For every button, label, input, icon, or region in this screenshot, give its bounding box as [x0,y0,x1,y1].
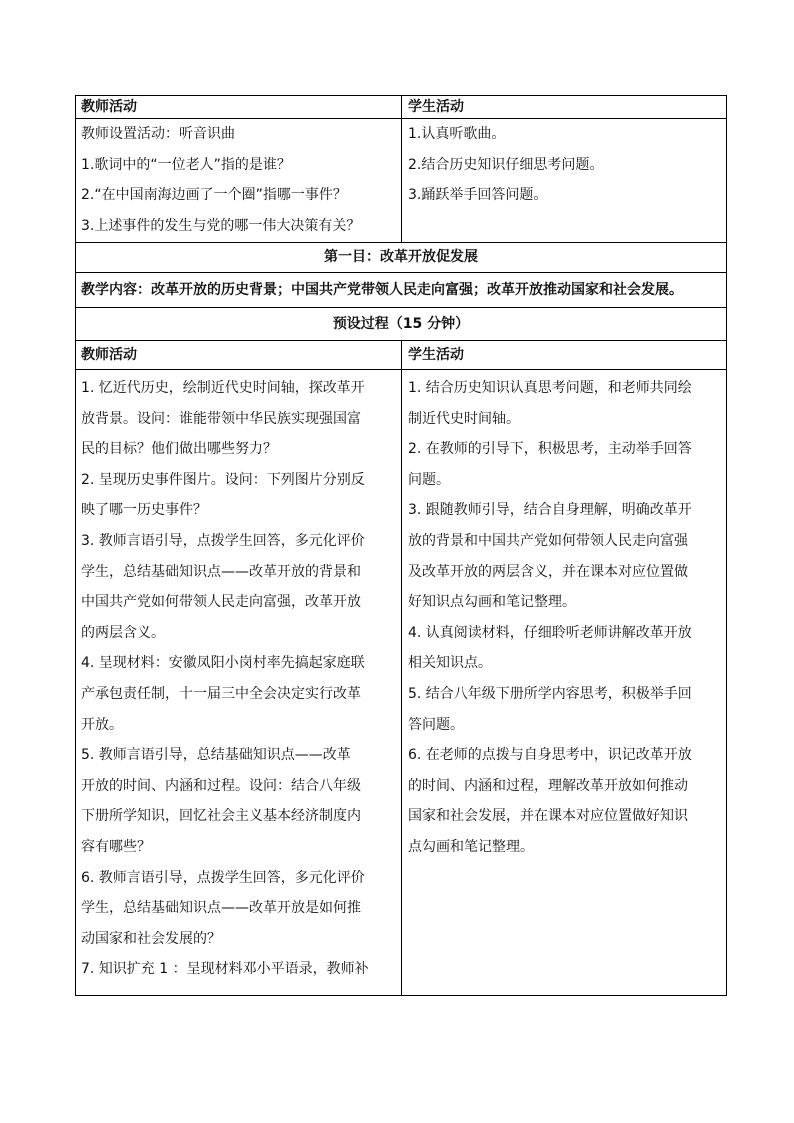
text-line: 国家和社会发展，并在课本对应位置做好知识 [408,808,688,825]
header-teacher [81,95,399,119]
text-line: 容有哪些？ [81,838,151,855]
text-line: 2. 呈现历史事件图片。设问：下列图片分别反 [81,471,365,488]
text-line: 3.上述事件的发生与党的哪一伟大决策有关？ [81,217,361,234]
column-divider [401,340,402,996]
text-line: 6. 教师言语引导，点拨学生回答，多元化评价 [81,869,365,886]
text-line: 2.“在中国南海边画了一个圈”指哪一事件？ [81,187,347,204]
text-line: 4. 呈现材料：安徽凤阳小岗村率先搞起家庭联 [81,655,365,672]
text-line: 1.歌词中的“一位老人”指的是谁？ [81,156,291,173]
teaching-content-text: 教学内容：改革开放的历史背景；中国共产党带领人民走向富强；改革开放推动国家和社会发展。 [81,282,683,298]
header2-student-label: 学生活动 [408,347,464,363]
process-title-text: 预设过程（15 分钟） [332,316,470,332]
text-line: 1.认真听歌曲。 [408,126,506,142]
text-line: 点勾画和笔记整理。 [408,838,534,855]
text-line: 相关知识点。 [408,655,492,672]
lesson-table [75,95,727,996]
text-line: 的两层含义。 [81,624,165,641]
intro-teacher-cell [81,119,399,241]
text-line: 放背景。设问：谁能带领中华民族实现强国富 [81,410,361,427]
text-line: 民的目标？他们做出哪些努力？ [81,441,277,458]
text-line: 制近代史时间轴。 [408,410,520,427]
process-student-cell [408,373,724,863]
text-line: 4. 认真阅读材料，仔细聆听老师讲解改革开放 [408,624,692,641]
process-teacher-cell [81,373,399,985]
column-divider [401,95,402,243]
text-line: 3. 跟随教师引导，结合自身理解，明确改革开 [408,502,692,519]
text-line: 7. 知识扩充 1 ：呈现材料邓小平语录，教师补 [81,961,369,978]
text-line: 3. 教师言语引导，点拨学生回答，多元化评价 [81,532,365,549]
text-line: 学生，总结基础知识点——改革开放是如何推 [81,900,361,917]
section-title-text: 第一目：改革开放促发展 [324,249,478,265]
text-line: 5. 教师言语引导，总结基础知识点——改革 [81,747,351,764]
text-line: 中国共产党如何带领人民走向富强，改革开放 [81,594,361,611]
text-line: 答问题。 [408,716,464,733]
header2-teacher-label: 教师活动 [81,347,137,363]
text-line: 开放的时间、内涵和过程。设问：结合八年级 [81,777,361,794]
header-student [408,95,724,119]
text-line: 产承包责任制，十一届三中全会决定实行改革 [81,685,361,702]
text-line: 放的背景和中国共产党如何带领人民走向富强 [408,532,688,549]
text-line: 3.踊跃举手回答问题。 [408,187,548,204]
text-line: 下册所学知识，回忆社会主义基本经济制度内 [81,808,361,825]
text-line: 2.结合历史知识仔细思考问题。 [408,156,604,173]
section-title [75,245,727,269]
row-divider [75,272,727,273]
header-teacher-label: 教师活动 [81,99,137,115]
text-line: 教师设置活动：听音识曲 [81,126,235,142]
text-line: 开放。 [81,716,123,733]
table-border-right [726,95,727,996]
header2-student [408,343,724,367]
text-line: 映了哪一历史事件？ [81,502,207,519]
text-line: 及改革开放的两层含义，并在课本对应位置做 [408,563,688,580]
text-line: 1. 忆近代历史，绘制近代史时间轴，探改革开 [81,380,365,396]
teaching-content [81,278,725,302]
header-student-label: 学生活动 [408,99,464,115]
text-line: 2. 在教师的引导下，积极思考，主动举手回答 [408,441,692,458]
text-line: 6. 在老师的点拨与自身思考中，识记改革开放 [408,747,692,764]
intro-student-cell [408,119,724,211]
table-border-left [75,95,76,996]
text-line: 动国家和社会发展的？ [81,930,221,947]
text-line: 好知识点勾画和笔记整理。 [408,594,576,611]
header2-teacher [81,343,399,367]
text-line: 1. 结合历史知识认真思考问题，和老师共同绘 [408,380,692,396]
text-line: 的时间、内涵和过程，理解改革开放如何推动 [408,777,688,794]
text-line: 问题。 [408,471,450,488]
process-title [75,312,727,336]
text-line: 学生，总结基础知识点——改革开放的背景和 [81,563,361,580]
text-line: 5. 结合八年级下册所学内容思考，积极举手回 [408,685,692,702]
row-divider [75,307,727,308]
